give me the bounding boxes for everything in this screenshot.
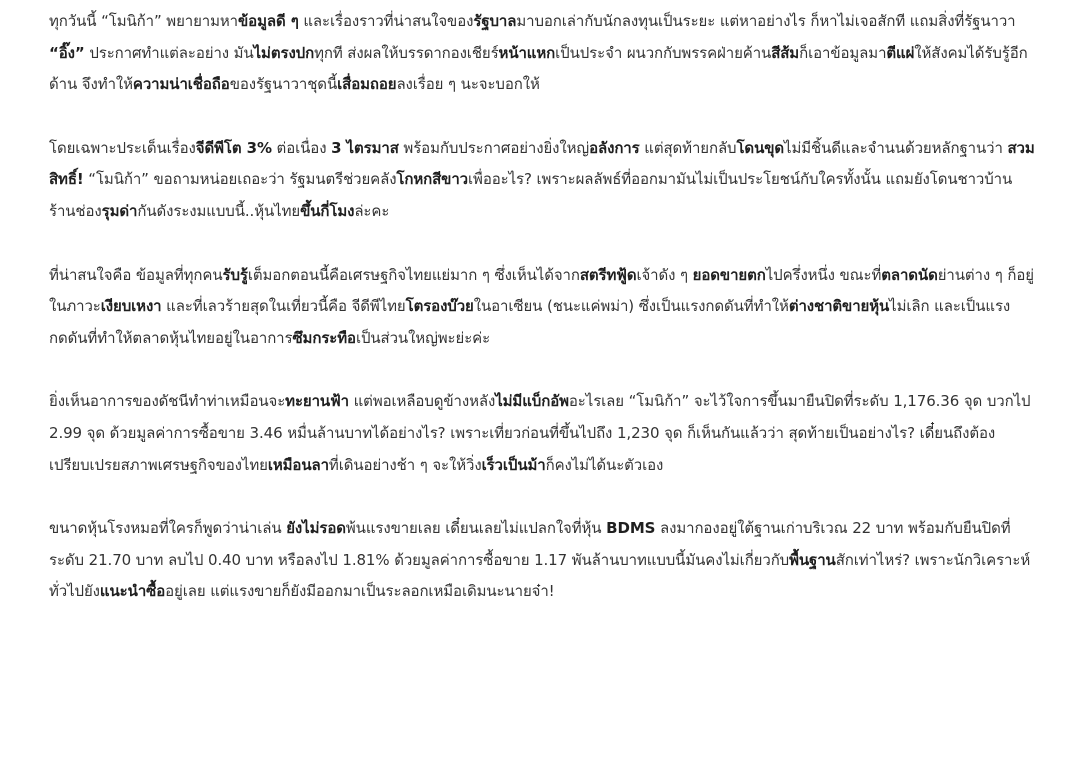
text-run: เต็มอกตอนนี้คือเศรษฐกิจไทยแย่มาก ๆ ซึ่งเห็นได้จาก <box>247 265 580 284</box>
text-run: ลงมากองอยู่ใต้ฐานเก่าบริเวณ 22 บาท พร้อมกับยืนปิดที่ระดับ 21.70 บาท ลบไป 0.40 บาท หรือลงไป 1.81% ด้วยมูลค่าการซื้อขาย 1.17 พันล้านบาทแบบนี้มันคงไม่เกี่ยวกับ <box>49 519 1011 569</box>
text-run: ที่น่าสนใจคือ ข้อมูลที่ทุกคน <box>49 265 223 284</box>
text-run: ไม่เลิก และเป็นแรงกดดันที่ทำให้ตลาดหุ้นไทยอยู่ในอาการ <box>49 297 1011 347</box>
text-run: พ้นแรงขายเลย เดี๋ยนเลยไม่แปลกใจที่หุ้น <box>345 519 607 538</box>
bold-phrase: สีส้ม <box>771 43 800 62</box>
bold-phrase: ไม่ตรงปก <box>253 43 315 62</box>
bold-phrase: ซึมกระทือ <box>292 328 356 347</box>
paragraph-4 <box>49 386 1035 481</box>
paragraph-3 <box>49 260 1035 355</box>
paragraph-5 <box>49 513 1035 608</box>
bold-phrase: ทะยานฟ้า <box>285 392 349 411</box>
text-run: เป็นส่วนใหญ่พะย่ะค่ะ <box>355 328 491 347</box>
text-run: ย่านต่าง ๆ ก็อยู่ในภาวะ <box>49 265 1034 316</box>
text-run: โดยเฉพาะประเด็นเรื่อง <box>49 138 196 157</box>
bold-phrase: สตรีทฟู้ด <box>579 265 637 284</box>
bold-phrase: โดนขุด <box>736 138 785 157</box>
bold-phrase: ตลาดนัด <box>881 265 938 284</box>
bold-phrase: รุมด่า <box>101 201 138 220</box>
bold-phrase: แนะนำซื้อ <box>99 582 166 601</box>
text-run: ทุกที ส่งผลให้บรรดากองเชียร์ <box>314 43 499 62</box>
text-run: ที่เดินอย่างช้า ๆ จะให้วิ่ง <box>328 455 482 474</box>
bold-phrase: “อิ๊ง” <box>49 43 85 62</box>
bold-phrase: ยังไม่รอด <box>286 519 346 538</box>
text-run: ของรัฐนาวาชุดนี้ <box>229 75 338 94</box>
text-run: ทุกวันนี้ “โมนิก้า” พยายามหา <box>49 12 238 30</box>
text-run: สักเท่าไหร่? เพราะนักวิเคราะห์ทั่วไปยัง <box>49 550 1031 601</box>
text-run: “โมนิก้า” ขอถามหน่อยเถอะว่า รัฐมนตรีช่วยคลัง <box>83 170 397 189</box>
bold-phrase: เหมือนลา <box>267 455 329 474</box>
text-run: กันดังระงมแบบนี้..หุ้นไทย <box>137 201 301 220</box>
bold-phrase: โกหกสีขาว <box>396 170 468 189</box>
text-run: แต่พอเหลือบดูข้างหลัง <box>348 392 496 411</box>
article-body <box>49 6 1035 640</box>
bold-phrase: หน้าแหก <box>498 43 556 62</box>
text-run: ไปครึ่งหนึ่ง ขณะที่ <box>765 265 882 284</box>
bold-phrase: เร็วเป็นม้า <box>481 455 546 474</box>
bold-phrase: เสื่อมถอย <box>337 75 397 94</box>
text-run: ก็เอาข้อมูลมา <box>799 43 887 62</box>
text-run: อะไรเลย “โมนิก้า” จะไว้ใจการขึ้นมายืนปิดที่ระดับ 1,176.36 จุด บวกไป 2.99 จุด ด้วยมูลค่าการซื้อขาย 3.46 หมื่นล้านบาทได้อย่างไร? เพราะเที่ยวก่อนที่ขึ้นไปถึง 1,230 จุด ก็เห็นกันแล้วว่า สุดท้ายเป็นอย่างไร? เดี๋ยนถึงต้องเปรียบเปรยสภาพเศรษฐกิจของไทย <box>49 392 1031 474</box>
bold-phrase: ข้อมูลดี ๆ <box>238 12 299 30</box>
text-run: และที่เลวร้ายสุดในเที่ยวนี้คือ จีดีพีไทย <box>161 297 406 316</box>
bold-phrase: ยอดขายตก <box>692 265 766 284</box>
bold-phrase: โตรองบ๊วย <box>405 297 474 316</box>
bold-phrase: ต่างชาติขายหุ้น <box>788 297 890 316</box>
paragraph-2 <box>49 133 1035 228</box>
bold-phrase: ความน่าเชื่อถือ <box>132 75 230 94</box>
bold-phrase: เงียบเหงา <box>100 297 162 316</box>
bold-phrase: 3 ไตรมาส <box>331 138 399 157</box>
text-run: เพื่ออะไร? เพราะผลลัพธ์ที่ออกมามันไม่เป็นประโยชน์กับใครทั้งนั้น แถมยังโดนชาวบ้านร้านช่อง <box>49 170 1013 220</box>
text-run: เป็นประจำ ผนวกกับพรรคฝ่ายค้าน <box>555 43 772 62</box>
text-run: ต่อเนื่อง <box>271 138 332 157</box>
text-run: ไม่มีชิ้นดีและจำนนด้วยหลักฐานว่า <box>784 138 1008 157</box>
bold-phrase: อลังการ <box>589 138 640 157</box>
bold-phrase: รับรู้ <box>222 265 248 284</box>
bold-phrase: ตีแผ่ <box>886 43 915 62</box>
bold-phrase: รัฐบาล <box>473 12 517 30</box>
text-run: มาบอกเล่ากับนักลงทุนเป็นระยะ แต่หาอย่างไร ก็หาไม่เจอสักที แถมสิ่งที่รัฐนาวา <box>516 12 1016 30</box>
text-run: และเรื่องราวที่น่าสนใจของ <box>298 12 474 30</box>
paragraph-1 <box>49 6 1035 101</box>
bold-phrase: BDMS <box>606 519 656 538</box>
text-run: ในอาเซียน (ชนะแค่พม่า) ซึ่งเป็นแรงกดดันที่ทำให้ <box>473 297 789 316</box>
text-run: ล่ะคะ <box>354 201 390 220</box>
text-run: ลงเรื่อย ๆ นะจะบอกให้ <box>396 75 540 94</box>
text-run: อยู่เลย แต่แรงขายก็ยังมีออกมาเป็นระลอกเหมือเดิมนะนายจ๋า! <box>165 582 555 601</box>
bold-phrase: ไม่มีแบ็กอัพ <box>495 392 569 411</box>
bold-phrase: สวมสิทธิ์! <box>49 138 1035 189</box>
bold-phrase: ขึ้นกี่โมง <box>300 201 355 220</box>
bold-phrase: พื้นฐาน <box>789 550 836 569</box>
text-run: ประกาศทำแต่ละอย่าง มัน <box>84 43 254 62</box>
bold-phrase: จีดีพีโต 3% <box>195 138 272 157</box>
text-run: พร้อมกับประกาศอย่างยิ่งใหญ่ <box>398 138 590 157</box>
text-run: แต่สุดท้ายกลับ <box>639 138 737 157</box>
text-run: ก็คงไม่ได้นะตัวเอง <box>545 455 664 474</box>
text-run: ขนาดหุ้นโรงหมอที่ใครก็พูดว่าน่าเล่น <box>49 519 287 538</box>
text-run: ให้สังคมได้รับรู้อีกด้าน จึงทำให้ <box>49 43 1028 94</box>
text-run: เจ้าดัง ๆ <box>636 265 693 284</box>
text-run: ยิ่งเห็นอาการของดัชนีทำท่าเหมือนจะ <box>49 392 286 411</box>
